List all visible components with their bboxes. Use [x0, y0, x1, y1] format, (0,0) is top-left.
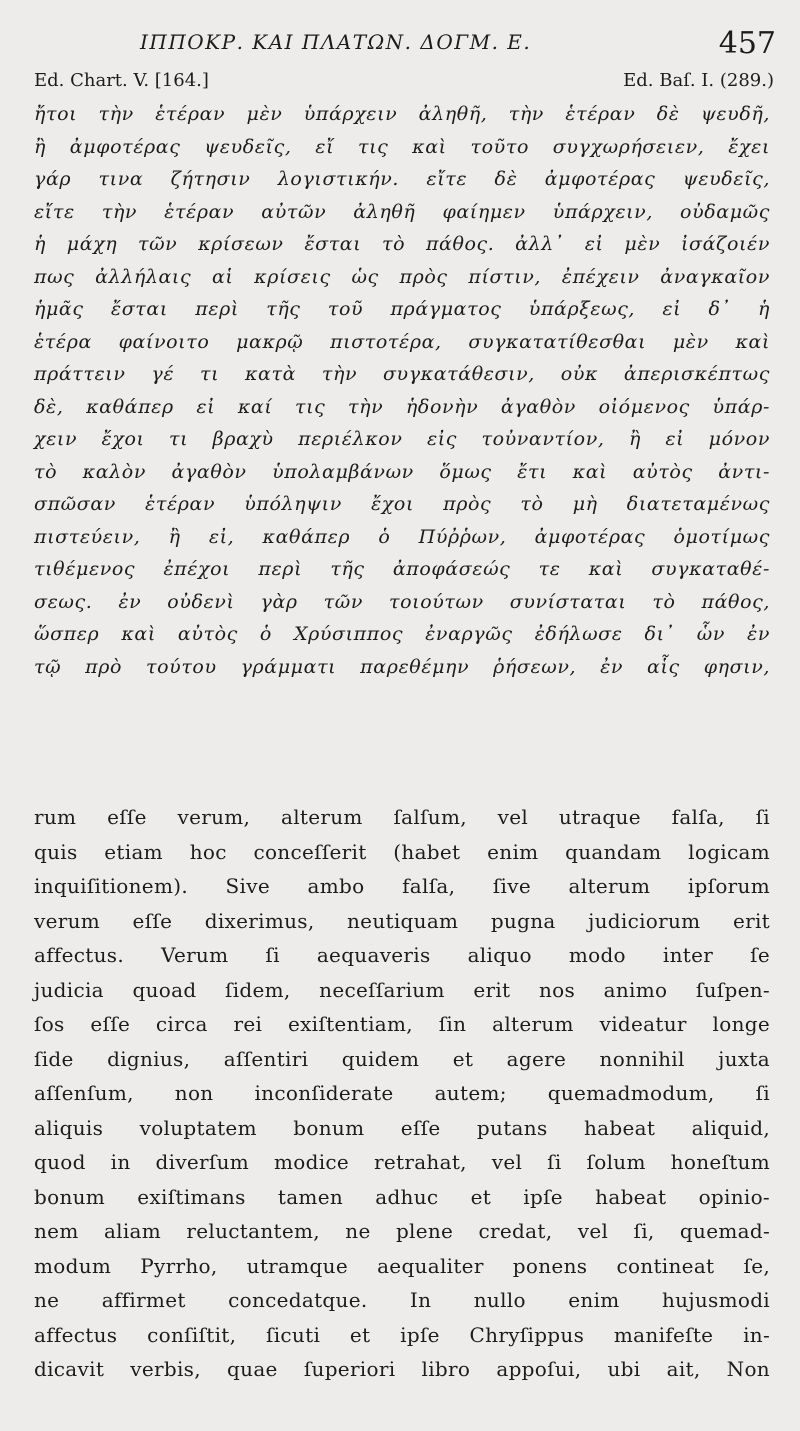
latin-line: nem aliam reluctantem, ne plene credat, vel ſi, quemad-: [34, 1219, 770, 1243]
latin-line: quod in diverſum modice retrahat, vel ſi ſolum honeſtum: [34, 1150, 770, 1174]
greek-line: ἑτέρα φαίνοιτο μακρῷ πιστοτέρα, συγκατατίθεσθαι μὲν καὶ: [34, 330, 770, 353]
latin-line: inquiſitionem). Sive ambo falſa, ſive alterum ipſorum: [34, 874, 770, 898]
greek-line: ἤτοι τὴν ἑτέραν μὲν ὑπάρχειν ἀληθῆ, τὴν ἑτέραν δὲ ψευδῆ,: [34, 103, 770, 125]
latin-line: aſſenſum, non inconſiderate autem; quemadmodum, ſi: [34, 1081, 770, 1105]
latin-text-block: [34, 800, 770, 1387]
edition-reference-line: [34, 70, 774, 91]
latin-line: aliquis voluptatem bonum eſſe putans habeat aliquid,: [34, 1115, 770, 1140]
greek-text-block: [34, 98, 770, 683]
greek-line: δὲ, καθάπερ εἰ καί τις τὴν ἡδονὴν ἀγαθὸν οἰόμενος ὑπάρ-: [34, 395, 770, 418]
greek-line: πιστεύειν, ἢ εἰ, καθάπερ ὁ Πύῤῥων, ἀμφοτέρας ὁμοτίμως: [34, 525, 770, 548]
latin-line: ne affirmet concedatque. In nullo enim hujusmodi: [34, 1288, 770, 1312]
greek-line: σπῶσαν ἑτέραν ὑπόληψιν ἔχοι πρὸς τὸ μὴ διατεταμένως: [34, 493, 770, 515]
latin-line: modum Pyrrho, utramque aequaliter ponens contineat ſe,: [34, 1253, 770, 1278]
greek-line: πράττειν γέ τι κατὰ τὴν συγκατάθεσιν, οὐκ ἀπερισκέπτως: [34, 363, 770, 385]
latin-line: ſide dignius, aſſentiri quidem et agere nonnihil juxta: [34, 1046, 770, 1071]
greek-line: γάρ τινα ζήτησιν λογιστικήν. εἴτε δὲ ἀμφοτέρας ψευδεῖς,: [34, 168, 770, 190]
greek-line: ἢ ἀμφοτέρας ψευδεῖς, εἴ τις καὶ τοῦτο συγχωρήσειεν, ἔχει: [34, 135, 770, 158]
latin-line: quis etiam hoc conceſſerit (habet enim quandam logicam: [34, 839, 770, 864]
greek-line: σεως. ἐν οὐδενὶ γὰρ τῶν τοιούτων συνίσταται τὸ πάθος,: [34, 590, 770, 613]
greek-line: ὥσπερ καὶ αὐτὸς ὁ Χρύσιππος ἐναργῶς ἐδήλωσε δι᾽ ὧν ἐν: [34, 623, 770, 645]
greek-line: χειν ἔχοι τι βραχὺ περιέλκον εἰς τοὐναντίον, ἢ εἰ μόνον: [34, 428, 770, 450]
latin-line: dicavit verbis, quae ſuperiori libro appoſui, ubi ait, Non: [34, 1357, 770, 1381]
greek-line: ἡ μάχη τῶν κρίσεων ἔσται τὸ πάθος. ἀλλ᾽ εἰ μὲν ἰσάζοιέν: [34, 233, 770, 255]
edition-chartier: Ed. Chart. V. [164.]: [34, 70, 209, 91]
greek-line: εἴτε τὴν ἑτέραν αὐτῶν ἀληθῆ φαίημεν ὑπάρχειν, οὐδαμῶς: [34, 200, 770, 223]
greek-line: τιθέμενος ἐπέχοι περὶ τῆς ἀποφάσεώς τε καὶ συγκαταθέ-: [34, 558, 770, 580]
greek-line: τῷ πρὸ τούτου γράμματι παρεθέμην ῥήσεων, ἐν αἷς φησιν,: [34, 655, 770, 678]
greek-line: πως ἀλλήλαις αἱ κρίσεις ὡς πρὸς πίστιν, ἐπέχειν ἀναγκαῖον: [34, 265, 770, 288]
latin-line: ſos eſſe circa rei exiſtentiam, ſin alterum videatur longe: [34, 1012, 770, 1036]
page-number: 457: [718, 26, 776, 61]
greek-line: τὸ καλὸν ἀγαθὸν ὑπολαμβάνων ὅμως ἔτι καὶ αὐτὸς ἀντι-: [34, 460, 770, 483]
running-head-title: ΙΠΠΟΚΡ. ΚΑΙ ΠΛΑΤΩΝ. ΔΟΓΜ. Ε.: [140, 30, 532, 54]
edition-basel: Ed. Baſ. I. (289.): [623, 70, 774, 91]
latin-line: bonum exiſtimans tamen adhuc et ipſe habeat opinio-: [34, 1184, 770, 1209]
greek-line: ἡμᾶς ἔσται περὶ τῆς τοῦ πράγματος ὑπάρξεως, εἰ δ᾽ ἡ: [34, 298, 770, 320]
latin-line: affectus. Verum ſi aequaveris aliquo modo inter ſe: [34, 943, 770, 967]
latin-line: judicia quoad ſidem, neceſſarium erit nos animo ſuſpen-: [34, 977, 770, 1002]
running-head: [34, 26, 776, 66]
latin-line: verum eſſe dixerimus, neutiquam pugna judiciorum erit: [34, 908, 770, 933]
latin-line: rum eſſe verum, alterum ſalſum, vel utraque falſa, ſi: [34, 805, 770, 829]
latin-line: affectus conſiſtit, ſicuti et ipſe Chryſippus manifeſte in-: [34, 1322, 770, 1347]
